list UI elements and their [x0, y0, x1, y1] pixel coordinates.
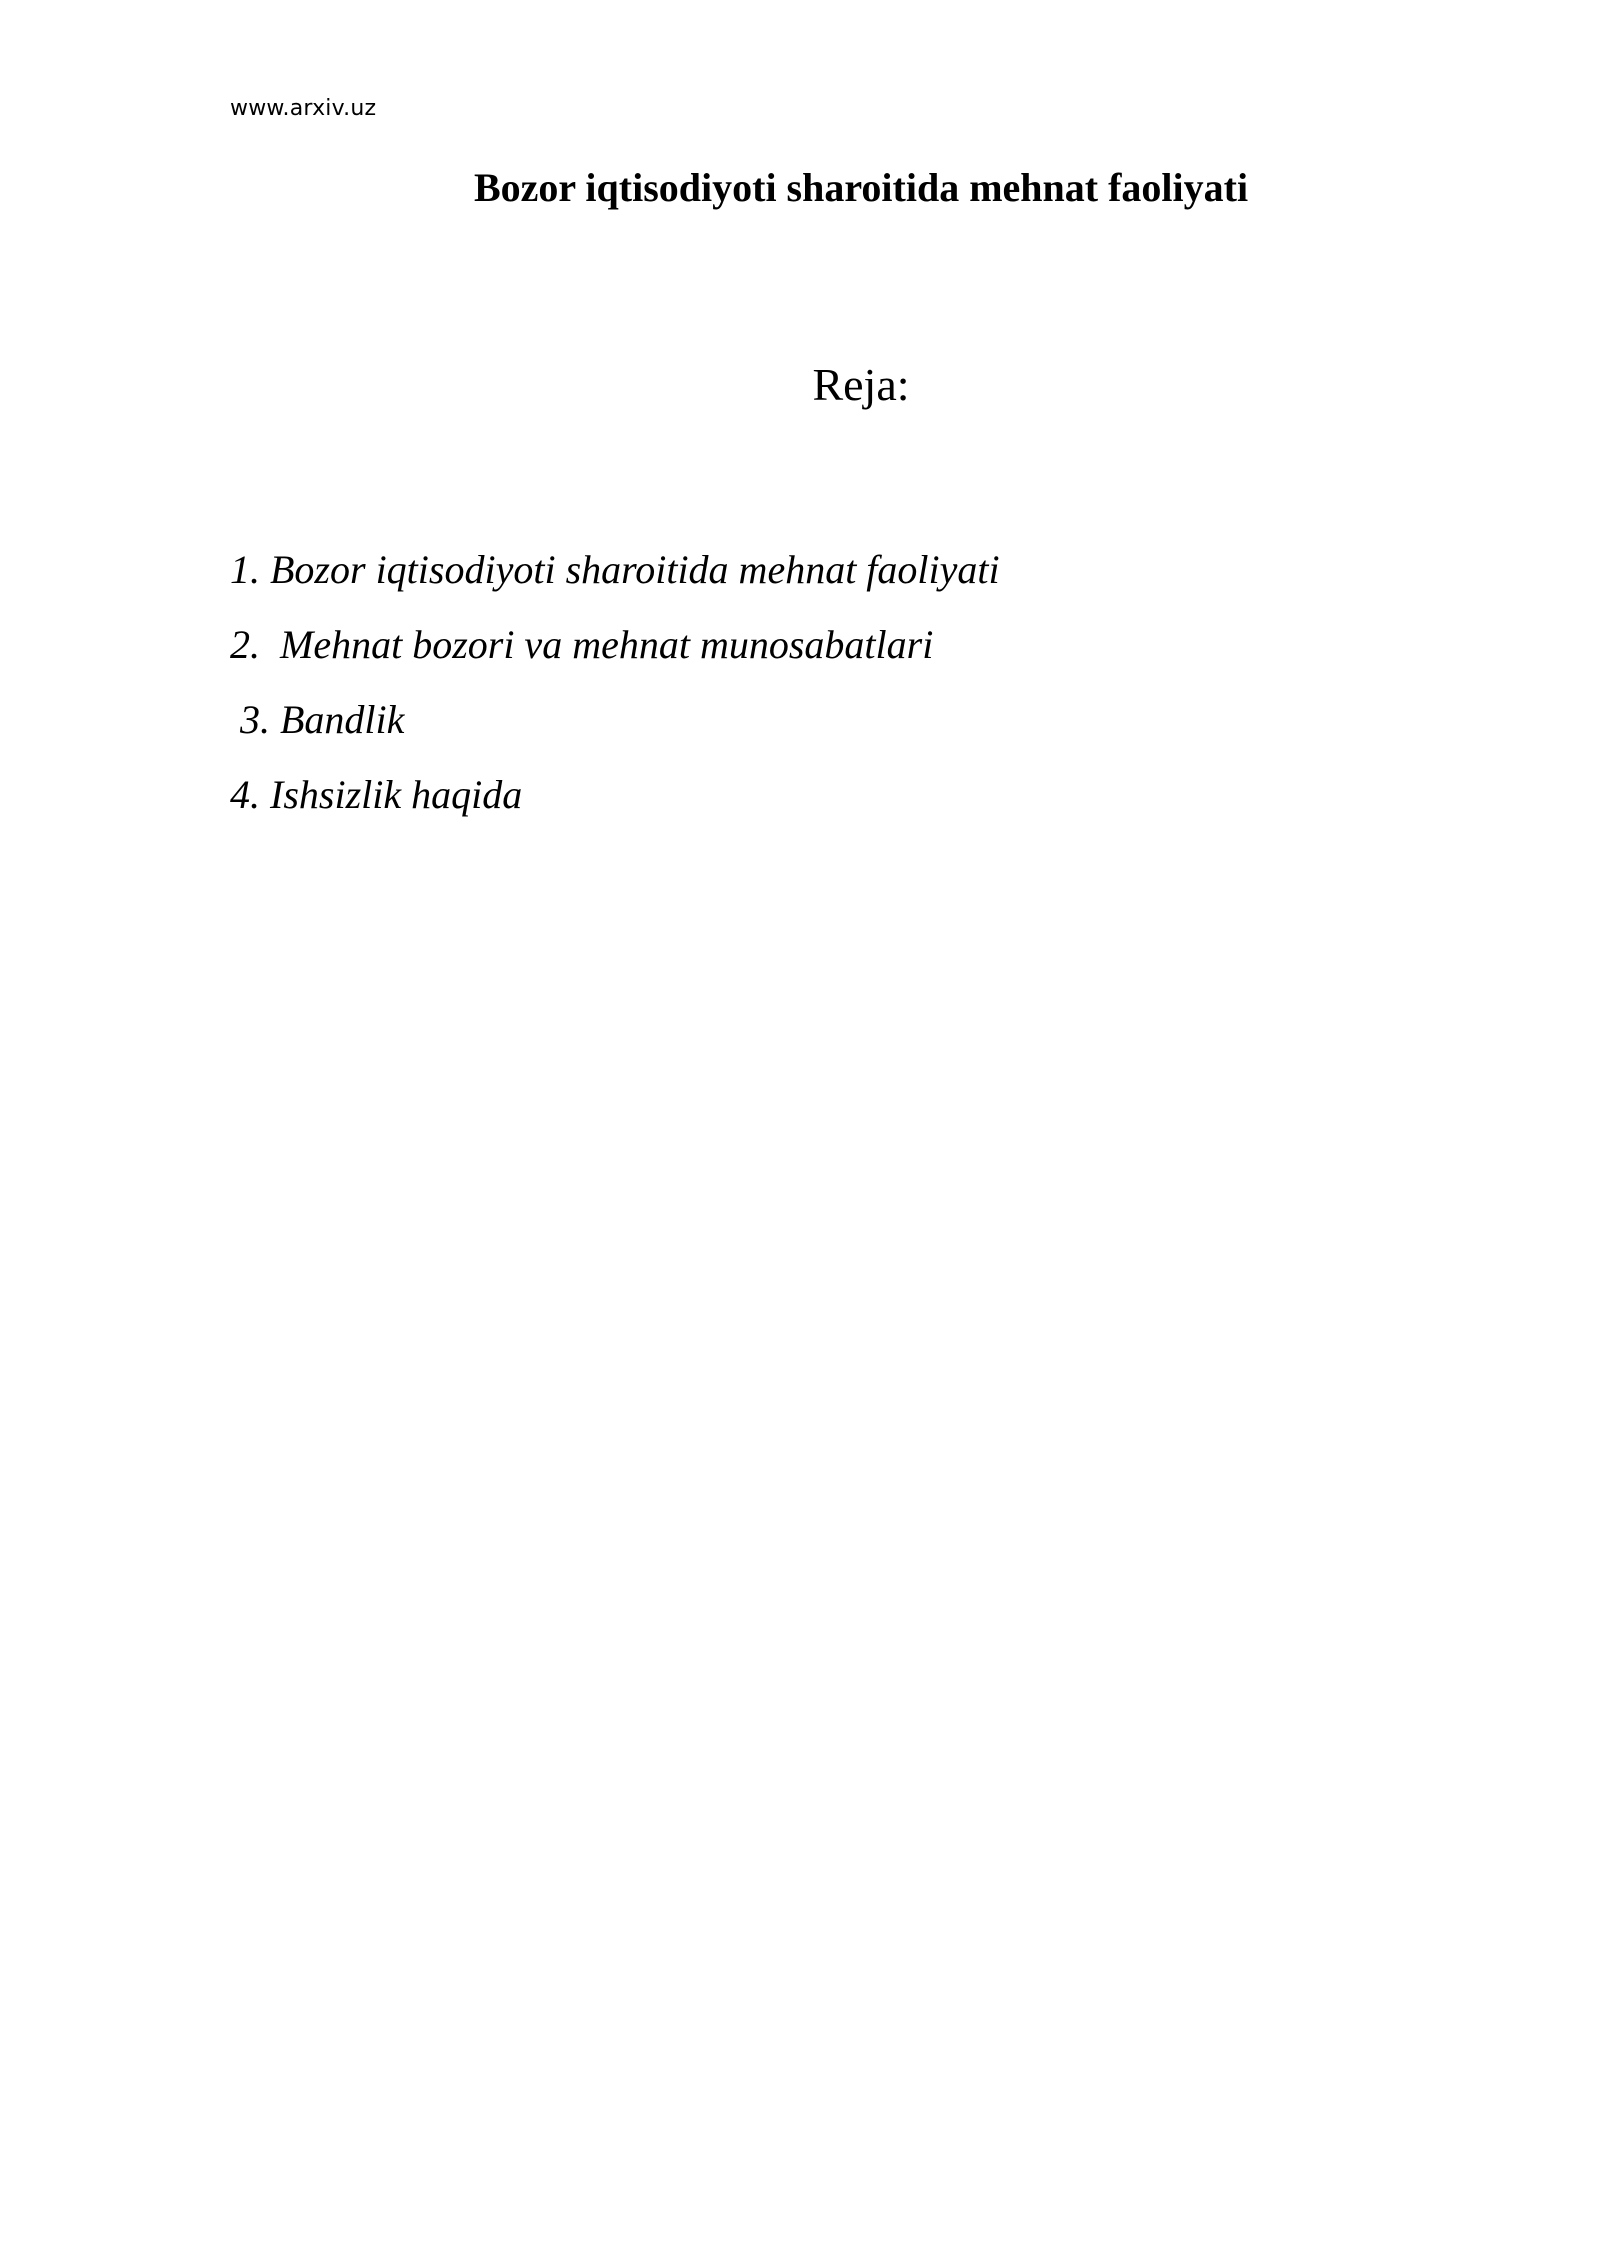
plan-item-4: 4. Ishsizlik haqida — [230, 772, 523, 817]
plan-item-1: 1. Bozor iqtisodiyoti sharoitida mehnat faoliyati — [230, 547, 1000, 592]
plan-heading: Reja: — [812, 359, 910, 410]
plan-item-2: 2. Mehnat bozori va mehnat munosabatlari — [230, 622, 934, 667]
header-url: www.arxiv.uz — [230, 96, 377, 121]
plan-item-3: 3. Bandlik — [230, 697, 405, 742]
document-title: Bozor iqtisodiyoti sharoitida mehnat faoliyati — [473, 165, 1249, 210]
plan-list — [230, 532, 1000, 832]
